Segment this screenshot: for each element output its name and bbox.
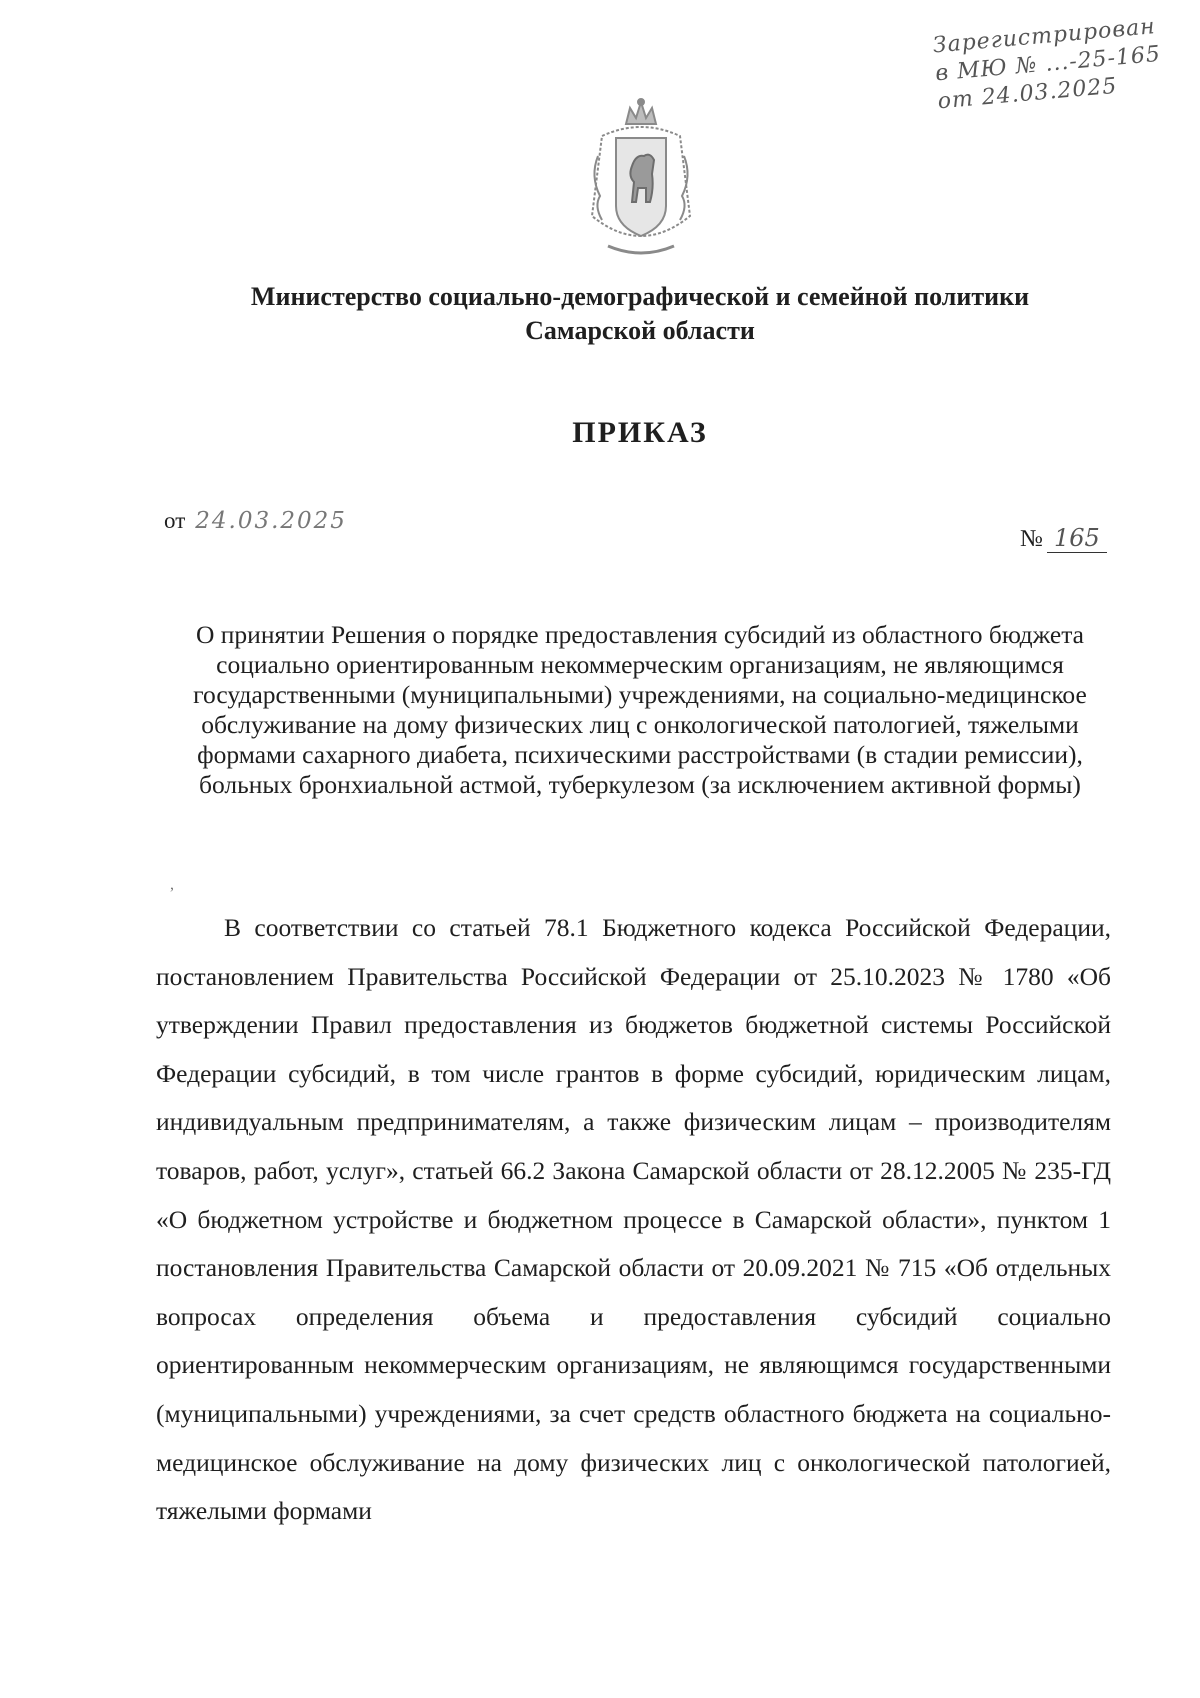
- registration-handwritten-note: Зарегистрирован в МЮ № ...-25-165 от 24.03.2025: [931, 14, 1162, 115]
- ministry-title: [150, 280, 1130, 348]
- date-handwritten-value: 24.03.2025: [195, 508, 347, 534]
- order-date: [164, 508, 347, 534]
- ministry-line-2: Самарской области: [525, 316, 755, 345]
- samara-region-coat-of-arms-icon: [582, 96, 700, 266]
- order-number: [1020, 524, 1107, 553]
- date-label: от: [164, 508, 186, 533]
- margin-mark: ,: [170, 876, 174, 893]
- number-label: №: [1020, 526, 1043, 552]
- number-handwritten-value: 165: [1047, 524, 1107, 553]
- ministry-line-1: Министерство социально-демографической и семейной политики: [250, 282, 1030, 311]
- order-body-paragraph: В соответствии со статьей 78.1 Бюджетного кодекса Российской Федерации, постановлением Правительства Российской Федерации от 25.10.2023 № 1780 «Об утверждении Правил предоставления из бюджетов бюджетной системы Российской Федерации субсидий, в том числе грантов в форме субсидий, юридическим лицам, индивидуальным предпринимателям, а также физическим лицам – производителям товаров, работ, услуг», статьей 66.2 Закона Самарской области от 28.12.2005 № 235-ГД «О бюджетном устройстве и бюджетном процессе в Самарской области», пунктом 1 постановления Правительства Самарской области от 20.09.2021 № 715 «Об отдельных вопросах определения объема и предоставления субсидий социально ориентированным некоммерческим организациям, не являющимся государственными (муниципальными) учреждениями, за счет средств областного бюджета на социально-медицинское обслуживание на дому физических лиц с онкологической патологией, тяжелыми формами: [156, 913, 1111, 1526]
- order-subject: О принятии Решения о порядке предоставления субсидий из областного бюджета социально ориентированным некоммерческим организациям, не являющимся государственными (муниципальными) учреждениями, на социально-медицинское обслуживание на дому физических лиц с онкологической патологией, тяжелыми формами сахарного диабета, психическими расстройствами (в стадии ремиссии), больных бронхиальной астмой, туберкулезом (за исключением активной формы): [193, 620, 1087, 799]
- document-type-title: ПРИКАЗ: [572, 416, 708, 449]
